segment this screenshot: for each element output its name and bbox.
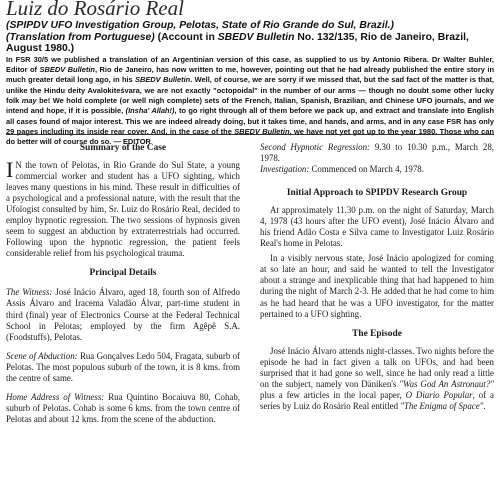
account-pub: SBEDV Bulletin xyxy=(217,31,295,43)
editor-note-emphasis: may xyxy=(21,95,37,105)
right-column xyxy=(260,142,494,412)
investigation-text: Commenced on March 4, 1978. xyxy=(309,164,424,175)
episode-paragraph-1 xyxy=(260,346,494,412)
article-title: Luiz do Rosário Real xyxy=(6,0,184,20)
investigation-label: Investigation: xyxy=(260,164,310,175)
editor-note-text: , Rio de Janeiro, has now written to me, however, pointing out that he had already published the entire story in much greater detail long ago, in his xyxy=(6,65,495,85)
account-ref-b: No. 132/135, Rio de Janeiro, Brazil, August 1980.) xyxy=(6,31,469,55)
home-address-paragraph xyxy=(6,392,240,425)
principal-details-heading: Principal Details xyxy=(89,268,157,279)
witness-paragraph xyxy=(6,287,240,342)
initial-approach-heading: Initial Approach to SPIPDV Research Group xyxy=(286,188,468,199)
scene-paragraph xyxy=(6,351,240,384)
scene-label: Scene of Abduction: xyxy=(6,350,78,361)
investigation-paragraph xyxy=(260,164,494,175)
header-block xyxy=(6,20,494,147)
account-ref-a: (Account in xyxy=(154,31,218,43)
home-address-text: Rua Quintino Bocaiuva 80, Cohab, suburb of Pelotas. Cohab is some 6 kms. from the town centre of Pelotas and about 12 kms. from the scene of the abduction. xyxy=(6,391,240,424)
witness-label: The Witness: xyxy=(6,287,53,298)
group-affiliation: (SPIPDV UFO Investigation Group, Pelotas, State of Rio Grande do Sul, Brazil.) xyxy=(6,20,394,31)
home-address-label: Home Address of Witness: xyxy=(6,391,105,402)
editor-note-pub: SBEDV Bulletin xyxy=(234,126,290,136)
section-divider xyxy=(6,134,494,135)
left-column xyxy=(6,142,240,425)
editor-note-text: be! We hold complete (or well nigh complete) sets of the French, Italian, Spanish, Brazilian, and Chinese UFO journals, and we intend and hope, if it is possible, xyxy=(6,95,494,116)
episode-text: José Inácio Álvaro attends night-classes. Two nights before the episode he had in fact given a talk on UFOs, and had been surprised that it had gone so well, since he had only read a little on the subject, namely von Däniken's xyxy=(260,345,494,389)
article-source xyxy=(6,20,494,55)
summary-paragraph xyxy=(6,157,240,259)
episode-text: , of a series by Luiz do Rosário Real entitled xyxy=(260,389,494,411)
episode-text: plus a few articles in the local paper, xyxy=(260,389,406,400)
drop-cap: I xyxy=(6,157,14,182)
second-regression-paragraph xyxy=(260,142,494,164)
editor-note-text: In FSR 30/5 we published a translation of an Argentinian version of this case, as supplied to us by Antonio Ribera. Dr Walter Buhler, Editor of xyxy=(6,54,494,75)
episode-newspaper: O Diario Popular xyxy=(405,389,473,400)
second-regression-text: 9.30 to 10.30 p.m., March 28, 1978. xyxy=(260,142,494,164)
second-regression-label: Second Hypnotic Regression: xyxy=(260,142,370,152)
editor-note-text: , we have not yet got up to the year 1980. Those who can do better will of course do so. — EDITOR xyxy=(6,126,495,147)
translation-note: (Translation from Portuguese) xyxy=(6,31,155,43)
editor-note-pub: SBEDV Bulletin xyxy=(135,75,191,85)
episode-heading: The Episode xyxy=(352,328,402,339)
episode-book-title: "Was God An Astronaut?" xyxy=(399,378,494,389)
summary-heading: Summary of the Case xyxy=(79,143,167,153)
approach-paragraph-1: At approximately 11.30 p.m. on the night of Saturday, March 4, 1978 (43 hours after the UFO event), José Inácio Álvaro and his friend Adão Costa e Silva came to Investigator Luiz Rosário Real's home in Pelotas. xyxy=(260,205,494,249)
approach-paragraph-2: In a visibly nervous state, José Inácio apologized for coming at so late an hour, and said he wanted to tell the Investigator about a strange and inexplicable thing that had happened to him during the night of March 2-3. He added that he had come to him as he had heard that he was a UFO investigator, for the matter pertained to a UFO sighting. xyxy=(260,253,494,319)
witness-text: José Inácio Álvaro, aged 18, fourth son of Alfredo Assis Álvaro and Iracema Valadão Álvar, part-time student in third (final) year of Electronics Course at the Federal Technical School in Pelotas; employed by the firm Agêpê S.A. (Foodstuffs), Pelotas. xyxy=(6,287,240,342)
episode-series-title: "The Enigma of Space" xyxy=(400,400,484,411)
summary-text: N the town of Pelotas, in Rio Grande do Sul State, a young commercial worker and student has a UFO sighting, which leaves many questions in his mind. These result in difficulties of a psychological and a professional nature, with the result that the Ufologist consulted by him, Sr. Luiz do Rosário Real, decided to employ hypnotic regression. The two sessions of hypnosis given seem to suggest an abduction by extraterrestrials had occurred. Following upon the hypnotic regression, the patient feels considerable relief from his psychological trauma. xyxy=(6,160,240,259)
editor-note-text: , to go right through all of them before we pack up, and extract and translate into English all cases found of major interest. This we are indeed already doing, but it takes time, and hands, and arms, and in any case FSR has only 29 pages including its inside rear cover. And, in the case of the xyxy=(6,106,494,136)
scene-text: Rua Gonçalves Ledo 504, Fragata, suburb of Pelotas. The most populous suburb of the town, it is 8 kms. from the centre of same. xyxy=(6,350,241,383)
editor-note-pub: SBEDV Bulletin xyxy=(39,65,95,75)
editor-note-emphasis: (Insha' Allah!) xyxy=(125,106,175,116)
editor-note-text: . Well, of course, we are sorry if we missed that, but the sad fact of the matter is that, unlike the Hindu deity Avalokiteśvara, we are not exactly "octopoidal" in the number of our arms — though no doubt some other lucky folk xyxy=(6,75,494,105)
episode-text: . xyxy=(483,400,486,411)
